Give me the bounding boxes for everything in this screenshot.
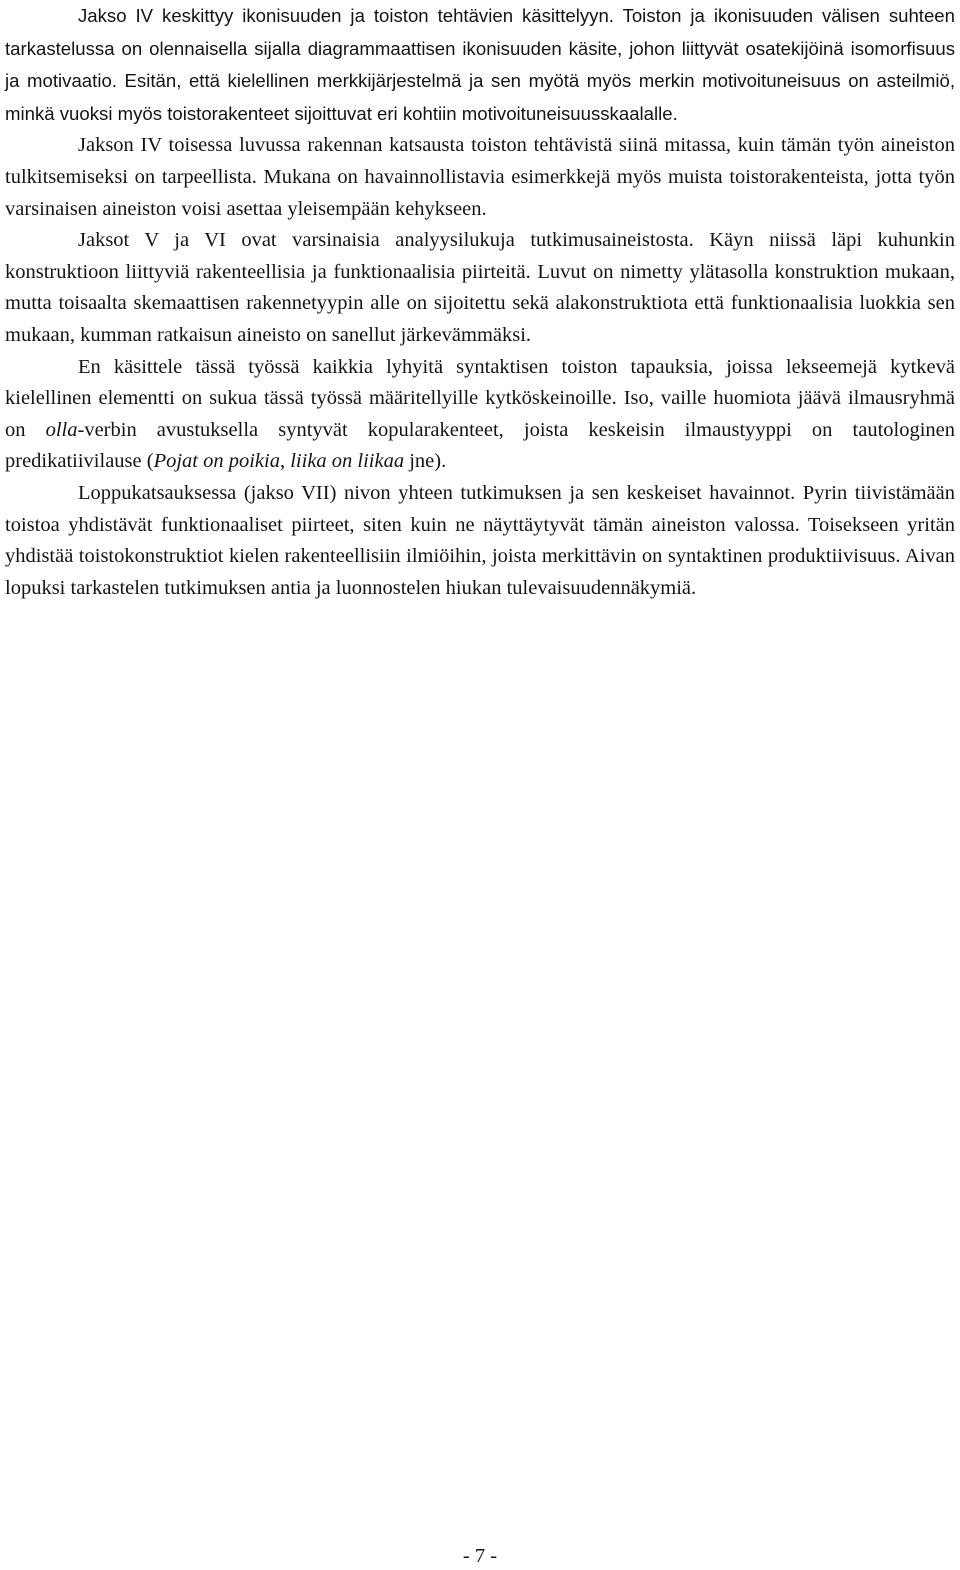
paragraph-4-olla-term: olla	[45, 418, 78, 441]
paragraph-4-example-2: liika on liikaa	[290, 450, 405, 473]
paragraph-5: Loppukatsauksessa (jakso VII) nivon yhteen tutkimuksen ja sen keskeiset havainnot. Pyrin tiivistämään toistoa yhdistävät funktionaaliset piirteet, siten kuin ne näyttäytyvät tämän aineiston valossa. Toisekseen yritän yhdistää toistokonstruktiot kielen rakenteellisiin ilmiöihin, joista merkittävin on syntaktinen produktiivisuus. Aivan lopuksi tarkastelen tutkimuksen antia ja luonnostelen hiukan tulevaisuudennäkymiä.	[5, 481, 955, 599]
paragraph-2: Jakson IV toisessa luvussa rakennan katsausta toiston tehtävistä siinä mitassa, kuin tämän työn aineiston tulkitsemiseksi on tarpeellista. Mukana on havainnollistavia esimerkkejä myös muista toistorakenteista, jotta työn varsinaisen aineiston voisi asettaa yleisempään kehykseen.	[5, 134, 955, 220]
page-number: - 7 -	[462, 1545, 498, 1567]
paragraph-4-text-d: jne).	[404, 450, 447, 473]
paragraph-4-text-c: ,	[279, 450, 291, 473]
paragraph-1-text: Jakso IV keskittyy ikonisuuden ja toiston tehtävien käsittelyyn. Toiston ja ikonisuuden välisen suhteen tarkastelussa on olennaisella sijalla diagrammaattisen ikonisuuden käsite, johon liittyvät osatekijöinä isomorfisuus ja motivaatio. Esitän, että kielellinen merkkijärjestelmä ja sen myötä myös merkin motivoituneisuus on asteilmiö, minkä vuoksi myös toistorakenteet sijoittuvat eri kohtiin motivoituneisuusskaalalle.	[5, 5, 955, 124]
paragraph-1	[5, 0, 955, 130]
paragraph-4	[5, 352, 955, 478]
paragraph-4-text-a: En käsittele tässä työssä kaikkia lyhyitä syntaktisen toiston tapauksia, joissa lekseemejä kytkevä kielellinen elementti on sukua tässä työssä määritellyille kytköskeinoille. Iso, vaille huomiota jäävä ilmausryhmä on	[5, 355, 955, 441]
document-body	[5, 0, 955, 604]
paragraph-4-text-b: -verbin avustuksella syntyvät kopularakenteet, joista keskeisin ilmaustyyppi on tautologinen predikatiivilause (	[5, 418, 956, 473]
paragraph-3: Jaksot V ja VI ovat varsinaisia analyysilukuja tutkimusaineistosta. Käyn niissä läpi kuhunkin konstruktioon liittyviä rakenteellisia ja funktionaalisia piirteitä. Luvut on nimetty ylätasolla konstruktion mukaan, mutta toisaalta skemaattisen rakennetyypin alle on sijoitettu sekä alakonstruktiota että funktionaalisia luokkia sen mukaan, kumman ratkaisun aineisto on sanellut järkevämmäksi.	[5, 229, 955, 346]
paragraph-4-example-1: Pojat on poikia	[153, 450, 280, 473]
